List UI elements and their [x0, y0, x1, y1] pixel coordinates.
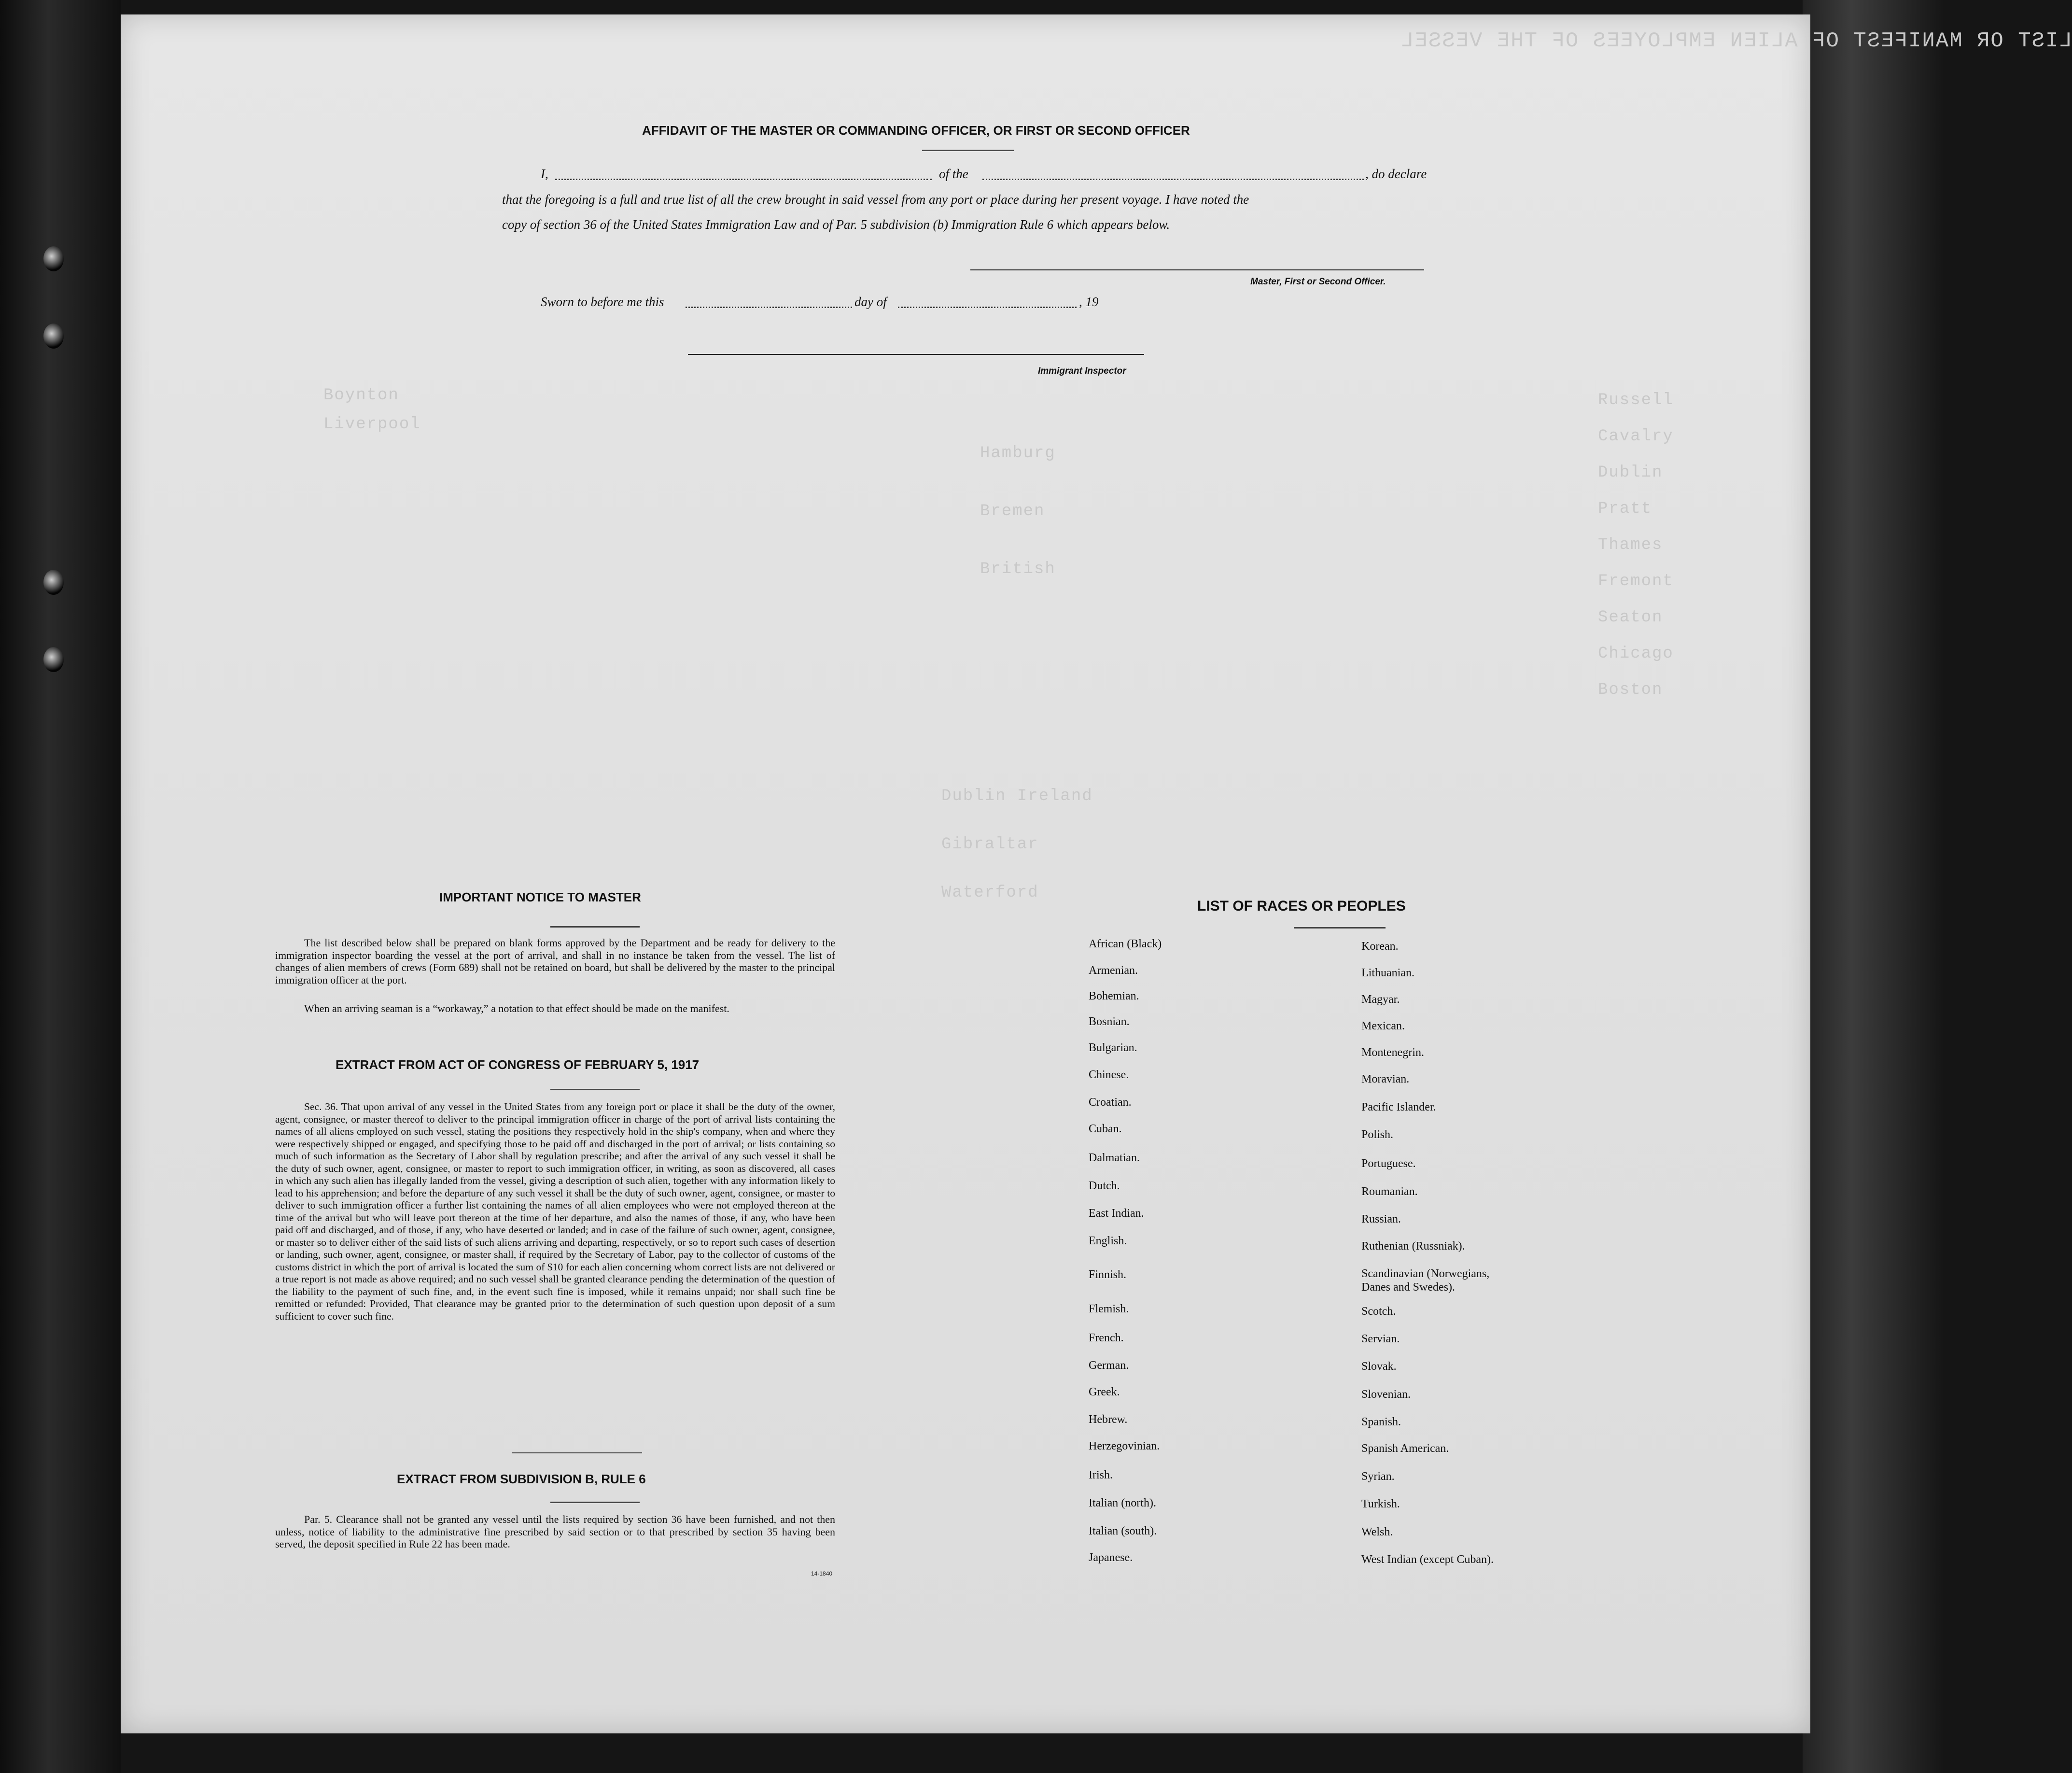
inspector-label: Immigrant Inspector — [1038, 366, 1126, 376]
binder-hole — [43, 570, 64, 595]
extract-act-title: EXTRACT FROM ACT OF CONGRESS OF FEBRUARY 5, 1917 — [336, 1057, 700, 1072]
race-item: Spanish American. — [1361, 1442, 1449, 1455]
sworn-day-field[interactable] — [686, 307, 852, 308]
race-item: Slovenian. — [1361, 1388, 1411, 1401]
race-item: Bohemian. — [1089, 990, 1139, 1002]
race-item: Pacific Islander. — [1361, 1101, 1436, 1113]
race-item: East Indian. — [1089, 1207, 1144, 1220]
race-item: Ruthenian (Russniak). — [1361, 1240, 1465, 1252]
race-item: Italian (north). — [1089, 1497, 1156, 1509]
race-item: Moravian. — [1361, 1073, 1410, 1085]
extract-rule-rule — [550, 1502, 640, 1503]
notice-title-rule — [550, 926, 640, 928]
race-item: Dutch. — [1089, 1180, 1120, 1192]
bleed-through-row: Dublin — [1598, 464, 1663, 482]
notice-title: IMPORTANT NOTICE TO MASTER — [439, 890, 641, 904]
race-item: Magyar. — [1361, 993, 1400, 1006]
sworn-year: , 19 — [1079, 295, 1099, 309]
race-item: Servian. — [1361, 1333, 1400, 1345]
sworn-prefix: Sworn to before me this — [541, 295, 664, 309]
race-item: Greek. — [1089, 1386, 1120, 1398]
binder-hole — [43, 647, 64, 672]
master-name-field[interactable] — [555, 179, 932, 180]
form-number: 14-1840 — [811, 1570, 833, 1577]
sworn-day-of: day of — [854, 295, 887, 309]
binder-right-edge — [1803, 0, 1943, 1773]
race-item: Italian (south). — [1089, 1525, 1157, 1537]
race-item: English. — [1089, 1235, 1127, 1247]
bleed-through-row: Russell — [1598, 391, 1674, 409]
race-item: Croatian. — [1089, 1096, 1132, 1109]
race-item: Mexican. — [1361, 1020, 1405, 1032]
bleed-through-row: Cavalry — [1598, 427, 1674, 446]
race-item: Finnish. — [1089, 1268, 1127, 1281]
race-item: Montenegrin. — [1361, 1046, 1424, 1059]
notice-paragraph-1: The list described below shall be prepared on blank forms approved by the Department and be ready for delivery to the immigration inspector boarding the vessel at the port of arrival, and shall in no instance be taken from the vessel. The list of changes of alien members of crews (Form 689) shall not be retained on board, but shall be delivered by the master to the principal immigration officer at the port. — [275, 937, 835, 986]
binder-hole — [43, 324, 64, 349]
affidavit-line1-of: of the — [939, 167, 968, 181]
bleed-through-row: Hamburg — [980, 444, 1056, 463]
race-item: Flemish. — [1089, 1303, 1129, 1315]
affidavit-title: AFFIDAVIT OF THE MASTER OR COMMANDING OFFICER, OR FIRST OR SECOND OFFICER — [642, 123, 1190, 138]
sworn-month-field[interactable] — [898, 307, 1077, 308]
affidavit-line1-i: I, — [541, 167, 548, 181]
bleed-through-row: Seaton — [1598, 608, 1663, 627]
race-item: Herzegovinian. — [1089, 1440, 1160, 1452]
signature-line[interactable] — [970, 269, 1424, 270]
race-item: Irish. — [1089, 1469, 1113, 1481]
bleed-through-row: Bremen — [980, 502, 1045, 521]
race-item: Bosnian. — [1089, 1015, 1130, 1028]
signature-label: Master, First or Second Officer. — [1250, 277, 1386, 287]
race-item: German. — [1089, 1359, 1129, 1372]
race-item: Korean. — [1361, 940, 1399, 953]
bleed-through-header: LIST OR MANIFEST OF ALIEN EMPLOYEES OF THE VESSEL — [1400, 29, 2072, 53]
bleed-through-row: Chicago — [1598, 645, 1674, 663]
extract-act-paragraph: Sec. 36. That upon arrival of any vessel in the United States from any foreign port or place it shall be the duty of the owner, agent, consignee, or master thereof to deliver to the principal immigration officer in charge of the port of arrival lists containing the names of all aliens employed on such vessel, stating the positions they respectively hold in the ship's company, when and where they were respectively shipped or engaged, and specifying those to be paid off and discharged in the port of arrival; or lists containing so much of such information as the Secretary of Labor shall by regulation prescribe; and after the arrival of any such vessel it shall be the duty of such owner, agent, consignee, or master to report to such immigration officer, in writing, as soon as discovered, all cases in which any such alien has illegally landed from the vessel, giving a description of such alien, together with any information likely to lead to his apprehension; and before the departure of any such vessel it shall be the duty of such owner, agent, consignee, or master to deliver to such immigration officer a further list containing the names of all alien employees who were not employed thereon at the time of the arrival but who will leave port thereon at the time of her departure, and also the names of those, if any, who have been paid off and discharged, and of those, if any, who have deserted or landed; and in case of the failure of such owner, agent, consignee, or master so to deliver either of the said lists of such aliens arriving and departing, respectively, or so to report such cases of desertion or landing, such owner, agent, consignee, or master shall, if required by the Secretary of Labor, pay to the collector of customs of the customs district in which the port of arrival is located the sum of $10 for each alien concerning whom correct lists are not delivered or a true report is not made as above required; and no such vessel shall be granted clearance pending the determination of the question of the liability to the payment of such fine, and, in the event such fine is imposed, while it remains unpaid; nor shall such fine be remitted or refunded: Provided, That clearance may be granted prior to the determination of such question upon deposit of a sum sufficient to cover such fine. — [275, 1101, 835, 1322]
bleed-through-row: Dublin Ireland — [941, 787, 1093, 805]
race-item: Spanish. — [1361, 1416, 1401, 1428]
races-title: LIST OF RACES OR PEOPLES — [1197, 898, 1406, 914]
race-item: Scandinavian (Norwegians, Danes and Swedes). — [1361, 1267, 1490, 1294]
race-item: Armenian. — [1089, 964, 1138, 977]
race-item: Turkish. — [1361, 1498, 1400, 1510]
race-item: Syrian. — [1361, 1470, 1395, 1483]
race-item: Portuguese. — [1361, 1157, 1416, 1170]
bleed-through-row: Boston — [1598, 681, 1663, 699]
race-item: Bulgarian. — [1089, 1041, 1137, 1054]
extract-rule-top-rule — [512, 1452, 642, 1453]
race-item: Japanese. — [1089, 1551, 1133, 1564]
race-item: Polish. — [1361, 1128, 1394, 1141]
bleed-through-row: Pratt — [1598, 500, 1652, 518]
race-item: Dalmatian. — [1089, 1152, 1140, 1164]
race-item: Russian. — [1361, 1213, 1401, 1225]
bleed-through-row: Fremont — [1598, 572, 1674, 591]
race-item: French. — [1089, 1332, 1124, 1344]
bleed-through-row: Liverpool — [323, 415, 421, 434]
race-item: West Indian (except Cuban). — [1361, 1553, 1494, 1566]
bleed-through-row: Gibraltar — [941, 835, 1039, 854]
race-item: Hebrew. — [1089, 1413, 1128, 1426]
affidavit-body-line3: copy of section 36 of the United States Immigration Law and of Par. 5 subdivision (b) Immigration Rule 6 which appears below. — [502, 217, 1170, 232]
bleed-through-row: Waterford — [941, 884, 1039, 902]
manifest-sheet — [121, 14, 2072, 1733]
race-item: Slovak. — [1361, 1360, 1397, 1373]
bleed-through-row: Boynton — [323, 386, 399, 405]
extract-act-rule — [550, 1089, 640, 1090]
race-item: African (Black) — [1089, 938, 1162, 950]
race-item: Lithuanian. — [1361, 967, 1414, 979]
notice-paragraph-2: When an arriving seaman is a “workaway,” a notation to that effect should be made on the manifest. — [304, 1002, 729, 1014]
races-title-rule — [1294, 927, 1386, 929]
extract-rule-paragraph: Par. 5. Clearance shall not be granted any vessel until the lists required by section 36 have been furnished, and not then unless, notice of liability to the administrative fine prescribed by said section or to that prescribed by section 35 having been served, the deposit specified in Rule 22 has been made. — [275, 1513, 835, 1550]
race-item: Roumanian. — [1361, 1185, 1418, 1198]
race-item: Welsh. — [1361, 1526, 1393, 1538]
race-item: Chinese. — [1089, 1069, 1129, 1081]
affidavit-title-rule — [922, 150, 1014, 151]
bleed-through-row: Thames — [1598, 536, 1663, 554]
race-item: Cuban. — [1089, 1123, 1122, 1135]
bleed-through-row: British — [980, 560, 1056, 578]
extract-rule-title: EXTRACT FROM SUBDIVISION B, RULE 6 — [397, 1472, 646, 1486]
affidavit-body-line2: that the foregoing is a full and true list of all the crew brought in said vessel from any port or place during her present voyage. I have noted the — [502, 192, 1249, 207]
affidavit-line1-declare: , do declare — [1365, 167, 1427, 181]
binder-hole — [43, 246, 64, 271]
inspector-signature-line[interactable] — [688, 354, 1144, 355]
race-item: Scotch. — [1361, 1305, 1396, 1318]
vessel-name-field[interactable] — [982, 179, 1364, 180]
